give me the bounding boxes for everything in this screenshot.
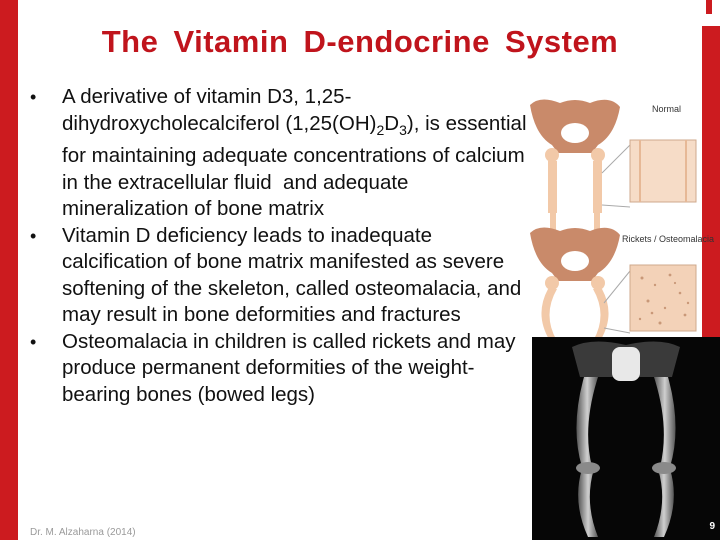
bullet-list [30, 84, 535, 408]
bullet-item [30, 84, 535, 223]
bullet-icon: • [30, 331, 37, 352]
bullet-icon: • [30, 225, 37, 246]
page-number: 9 [709, 521, 715, 532]
bullet-icon: • [30, 87, 37, 107]
xray-legs-graphic [532, 337, 720, 540]
normal-skeleton-figure [530, 99, 696, 241]
bullet-text: Osteomalacia in children is called rickets and may produce permanent deformities of the weight-bearing bones (bowed legs) [62, 329, 516, 406]
bullet-item [30, 223, 535, 329]
bone-illustration [520, 95, 720, 340]
figure-label-normal: Normal [652, 104, 682, 114]
bullet-text: Vitamin D deficiency leads to inadequate calcification of bone matrix manifested as severe softening of the skeleton, called osteomalacia, and may result in bone deformities and fractures [62, 223, 522, 327]
footer-author: Dr. M. Alzaharna (2014) [30, 527, 136, 538]
figure-label-rickets: Rickets / Osteomalacia [622, 234, 715, 244]
slide-title: The Vitamin D-endocrine System [101, 24, 619, 59]
bullet-item [30, 329, 535, 409]
corner-accent [702, 0, 720, 26]
bullet-text: A derivative of vitamin D3, 1,25-dihydroxycholecalciferol $(1,25(OH)_2D_3)$, is essential for maintaining adequate concentrations of calcium in the extracellular fluid and adequate mineralization of bone matrix [62, 85, 527, 221]
xray-image [532, 337, 720, 540]
rickets-skeleton-figure [530, 227, 696, 340]
left-accent-bar [0, 0, 18, 540]
